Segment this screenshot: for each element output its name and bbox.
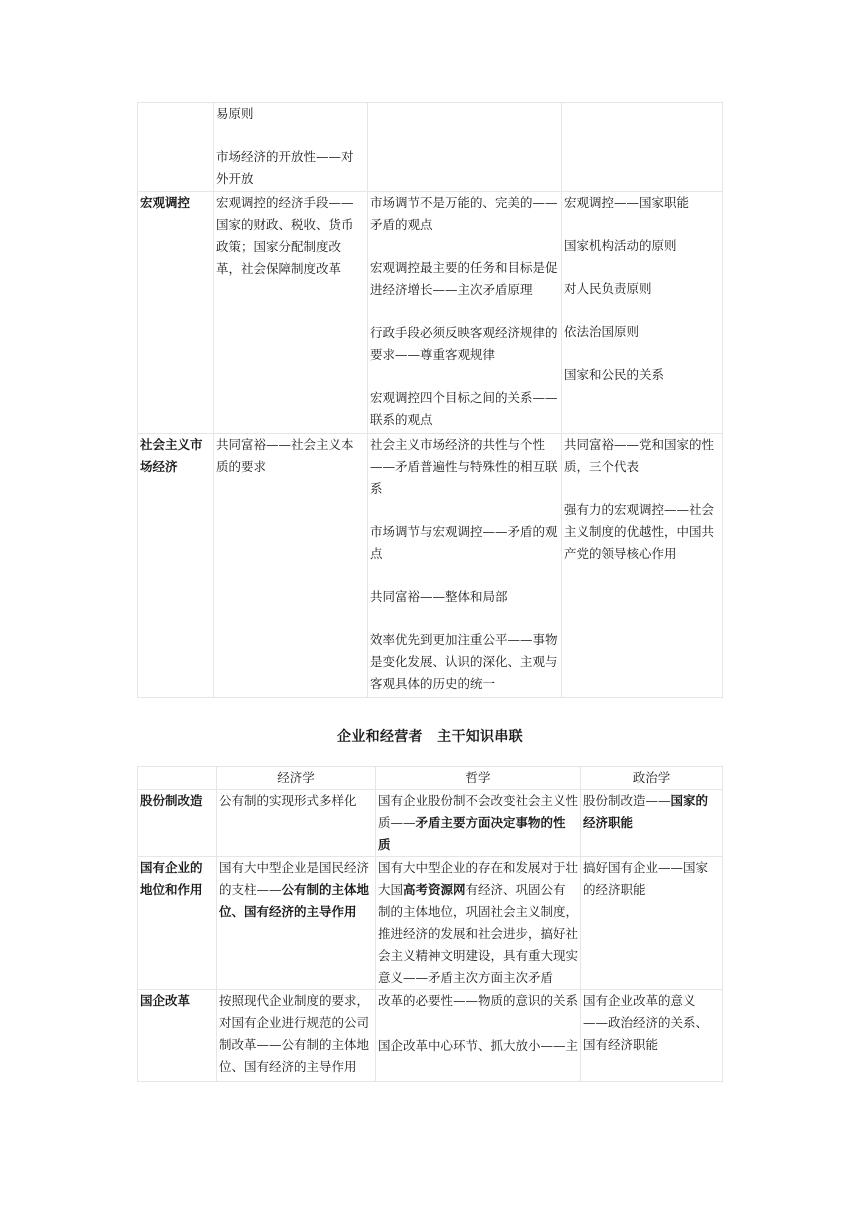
knowledge-table-enterprises bbox=[137, 766, 723, 1082]
table-row bbox=[138, 434, 723, 698]
cell-text: 有经济、巩固公有制的主体地位，巩固社会主义制度，推进经济的发展和社会进步，搞好社会主义精神文明建设，具有重大现实意义——矛盾主次方面主次矛盾 bbox=[378, 882, 579, 985]
cell-text: 国有大中型企业是国民经济的支柱—— bbox=[219, 860, 370, 897]
column-header-philosophy: 哲学 bbox=[376, 767, 581, 790]
column-header-economics: 经济学 bbox=[217, 767, 376, 790]
cell-paragraph: 行政手段必须反映客观经济规律的要求——尊重客观规律 bbox=[370, 325, 558, 362]
table-cell-philosophy bbox=[368, 434, 562, 698]
table-cell-politics bbox=[562, 434, 723, 698]
table-cell-philosophy bbox=[376, 857, 581, 990]
cell-paragraph: 宏观调控最主要的任务和目标是促进经济增长——主次矛盾原理 bbox=[370, 260, 558, 297]
row-topic-state-enterprise-role: 国有企业的地位和作用 bbox=[138, 857, 217, 990]
table-cell-topic bbox=[138, 103, 214, 192]
table-row bbox=[138, 192, 723, 434]
table-cell-economics bbox=[214, 434, 368, 698]
table-row bbox=[138, 857, 723, 990]
cell-paragraph: 市场调节与宏观调控——矛盾的观点 bbox=[370, 524, 558, 561]
table-cell-philosophy bbox=[368, 192, 562, 434]
table-header-row bbox=[138, 767, 723, 790]
cell-paragraph: 效率优先到更加注重公平——事物是变化发展、认识的深化、主观与客观具体的历史的统一 bbox=[370, 632, 558, 691]
cell-paragraph: 改革的必要性——物质的意识的关系 bbox=[378, 993, 579, 1008]
table-cell-philosophy bbox=[376, 790, 581, 857]
cell-paragraph: 宏观调控的经济手段——国家的财政、税收、货币政策；国家分配制度改革，社会保障制度改革 bbox=[216, 195, 354, 276]
table-row bbox=[138, 790, 723, 857]
cell-paragraph: 依法治国原则 bbox=[564, 324, 640, 339]
table-cell-politics: 搞好国有企业——国家的经济职能 bbox=[581, 857, 723, 990]
cell-text: 股份制改造—— bbox=[583, 793, 671, 808]
cell-paragraph: 共同富裕——党和国家的性质，三个代表 bbox=[564, 437, 715, 474]
cell-text: 国有企业股份制不会改变社会主义性质—— bbox=[378, 793, 579, 830]
section-title: 企业和经营者 主干知识串联 bbox=[337, 729, 523, 745]
cell-paragraph: 易原则 bbox=[216, 106, 254, 121]
table-cell-economics bbox=[214, 103, 368, 192]
cell-text-bold: 国家的经济职能 bbox=[583, 793, 709, 830]
cell-paragraph: 共同富裕——社会主义本质的要求 bbox=[216, 437, 354, 474]
cell-paragraph: 共同富裕——整体和局部 bbox=[370, 589, 508, 604]
table-cell-economics bbox=[214, 192, 368, 434]
row-topic-macro-control: 宏观调控 bbox=[138, 192, 214, 434]
row-topic-shareholding-reform: 股份制改造 bbox=[138, 790, 217, 857]
table-cell-politics bbox=[581, 790, 723, 857]
table-cell-economics: 公有制的实现形式多样化 bbox=[217, 790, 376, 857]
cell-text-bold: 矛盾主要方面决定事物的性质 bbox=[378, 815, 566, 852]
table-cell-politics bbox=[562, 192, 723, 434]
column-header bbox=[138, 767, 217, 790]
cell-paragraph: 宏观调控——国家职能 bbox=[564, 195, 690, 210]
table-cell-economics: 按照现代企业制度的要求，对国有企业进行规范的公司制改革——公有制的主体地位、国有经济的主导作用 bbox=[217, 990, 376, 1082]
cell-paragraph: 强有力的宏观调控——社会主义制度的优越性，中国共产党的领导核心作用 bbox=[564, 502, 715, 561]
table-cell-philosophy bbox=[368, 103, 562, 192]
table-cell-politics: 国有企业改革的意义——政治经济的关系、国有经济职能 bbox=[581, 990, 723, 1082]
cell-paragraph: 国家机构活动的原则 bbox=[564, 238, 677, 253]
cell-paragraph: 社会主义市场经济的共性与个性——矛盾普遍性与特殊性的相互联系 bbox=[370, 437, 558, 496]
table-cell-politics bbox=[562, 103, 723, 192]
cell-paragraph: 对人民负责原则 bbox=[564, 281, 652, 296]
table-cell-economics bbox=[217, 857, 376, 990]
row-topic-socialist-market-economy: 社会主义市场经济 bbox=[138, 434, 214, 698]
cell-paragraph: 市场经济的开放性——对外开放 bbox=[216, 149, 354, 186]
table-cell-philosophy bbox=[376, 990, 581, 1082]
cell-paragraph: 国家和公民的关系 bbox=[564, 367, 665, 382]
table-row bbox=[138, 103, 723, 192]
cell-paragraph: 市场调节不是万能的、完美的——矛盾的观点 bbox=[370, 195, 558, 232]
cell-paragraph: 国企改革中心环节、抓大放小——主 bbox=[378, 1038, 579, 1053]
cell-paragraph: 宏观调控四个目标之间的关系——联系的观点 bbox=[370, 390, 558, 427]
cell-text-bold: 公有制的主体地位、国有经济的主导作用 bbox=[219, 882, 370, 919]
cell-text: 国有大中型企业的存在和发展对于壮大国 bbox=[378, 860, 579, 897]
column-header-politics: 政治学 bbox=[581, 767, 723, 790]
cell-text-bold: 高考资源网 bbox=[403, 882, 466, 897]
knowledge-table-market-economy bbox=[137, 102, 723, 698]
table-row bbox=[138, 990, 723, 1082]
row-topic-soe-reform: 国企改革 bbox=[138, 990, 217, 1082]
